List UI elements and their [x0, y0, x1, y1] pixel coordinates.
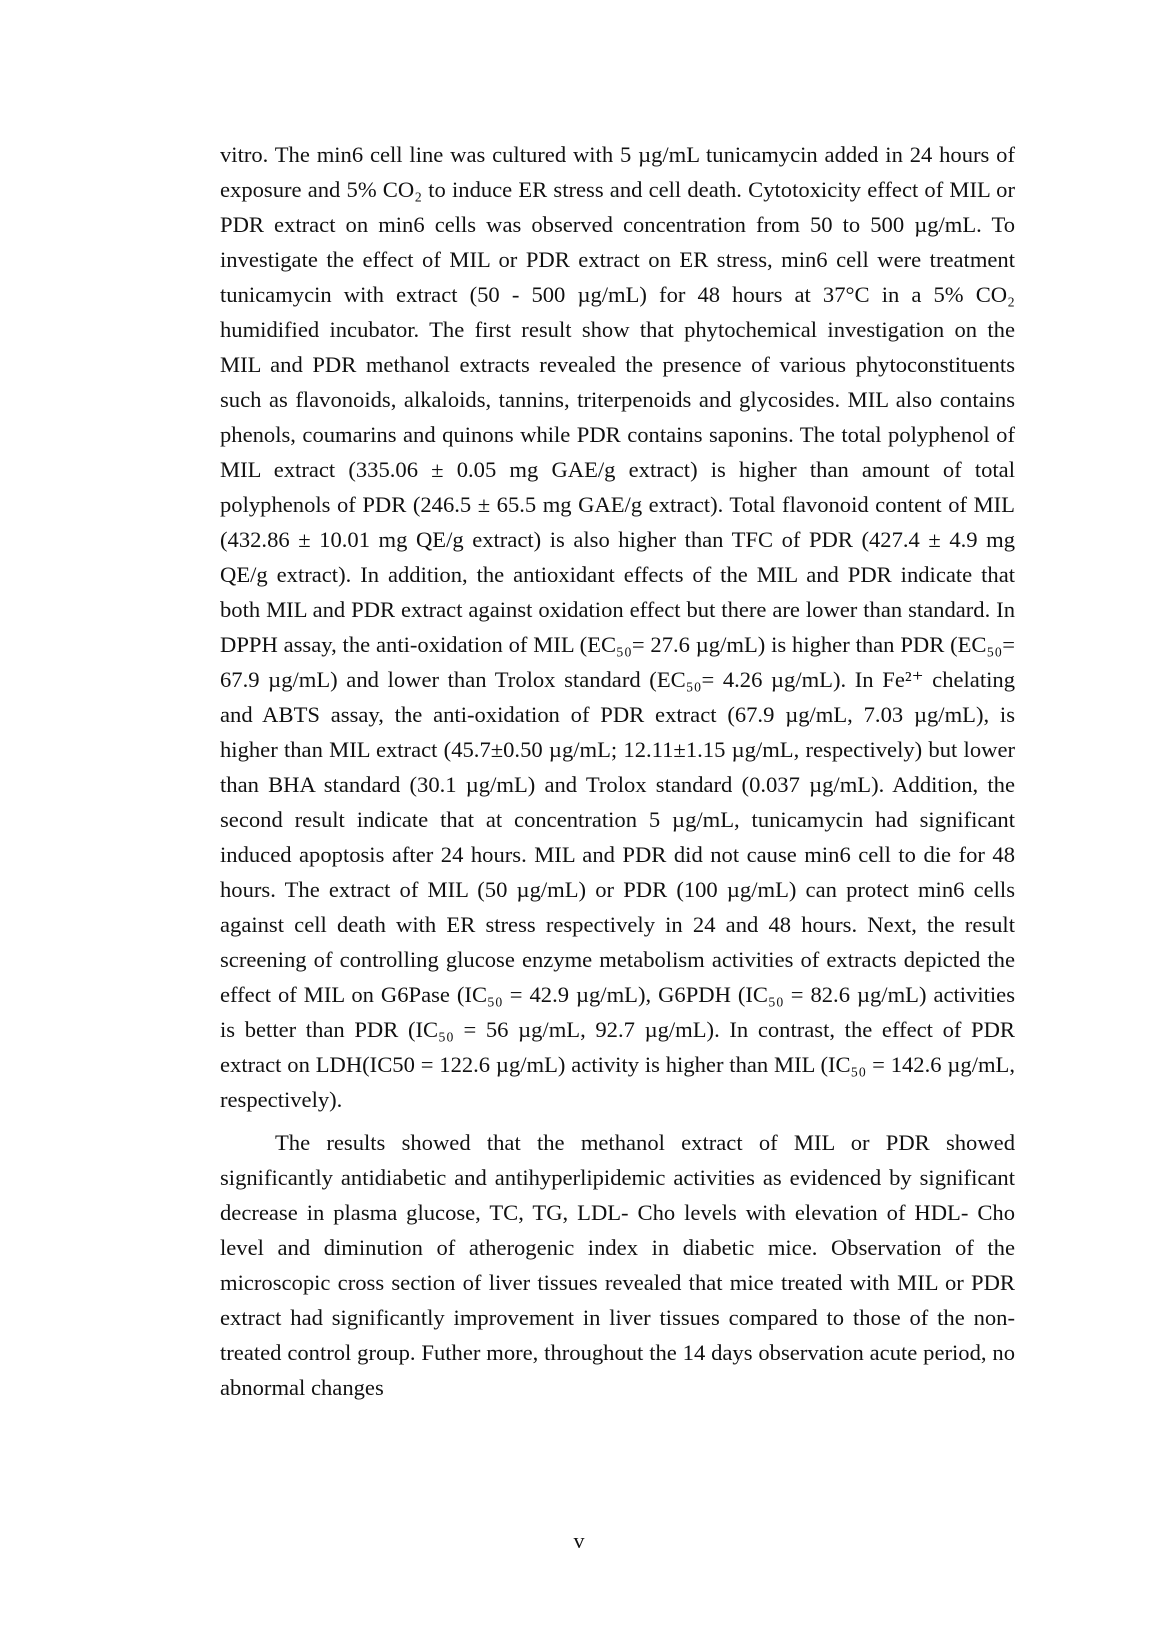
body-text — [220, 137, 1015, 1405]
paragraph-2: The results showed that the methanol extract of MIL or PDR showed significantly antidiabetic and antihyperlipidemic activities as evidenced by significant decrease in plasma glucose, TC, TG, LDL- Cho levels with elevation of HDL- Cho level and diminution of atherogenic index in diabetic mice. Observation of the microscopic cross section of liver tissues revealed that mice treated with MIL or PDR extract had significantly improvement in liver tissues compared to those of the non-treated control group. Futher more, throughout the 14 days observation acute period, no abnormal changes — [220, 1130, 1015, 1400]
paragraph-1: vitro. The min6 cell line was cultured with 5 µg/mL tunicamycin added in 24 hours of exposure and 5% CO₂ to induce ER stress and cell death. Cytotoxicity effect of MIL or PDR extract on min6 cells was observed concentration from 50 to 500 µg/mL. To investigate the effect of MIL or PDR extract on ER stress, min6 cell were treatment tunicamycin with extract (50 - 500 µg/mL) for 48 hours at 37°C in a 5% CO₂ humidified incubator. The first result show that phytochemical investigation on the MIL and PDR methanol extracts revealed the presence of various phytoconstituents such as flavonoids, alkaloids, tannins, triterpenoids and glycosides. MIL also contains phenols, coumarins and quinons while PDR contains saponins. The total polyphenol of MIL extract (335.06 ± 0.05 mg GAE/g extract) is higher than amount of total polyphenols of PDR (246.5 ± 65.5 mg GAE/g extract). Total flavonoid content of MIL (432.86 ± 10.01 mg QE/g extract) is also higher than TFC of PDR (427.4 ± 4.9 mg QE/g extract). In addition, the antioxidant effects of the MIL and PDR indicate that both MIL and PDR extract against oxidation effect but there are lower than standard. In DPPH assay, the anti-oxidation of MIL (EC₅₀= 27.6 µg/mL) is higher than PDR (EC₅₀= 67.9 µg/mL) and lower than Trolox standard (EC₅₀= 4.26 µg/mL). In Fe²⁺ chelating and ABTS assay, the anti-oxidation of PDR extract (67.9 µg/mL, 7.03 µg/mL), is higher than MIL extract (45.7±0.50 µg/mL; 12.11±1.15 µg/mL, respectively) but lower than BHA standard (30.1 µg/mL) and Trolox standard (0.037 µg/mL). Addition, the second result indicate that at concentration 5 µg/mL, tunicamycin had significant induced apoptosis after 24 hours. MIL and PDR did not cause min6 cell to die for 48 hours. The extract of MIL (50 µg/mL) or PDR (100 µg/mL) can protect min6 cells against cell death with ER stress respectively in 24 and 48 hours. Next, the result screening of controlling glucose enzyme metabolism activities of extracts depicted the effect of MIL on G6Pase (IC₅₀ = 42.9 µg/mL), G6PDH (IC₅₀ = 82.6 µg/mL) activities is better than PDR (IC₅₀ = 56 µg/mL, 92.7 µg/mL). In contrast, the effect of PDR extract on LDH(IC50 = 122.6 µg/mL) activity is higher than MIL (IC₅₀ = 142.6 µg/mL, respectively). — [220, 142, 1015, 1112]
page-number: v — [573, 1528, 585, 1553]
